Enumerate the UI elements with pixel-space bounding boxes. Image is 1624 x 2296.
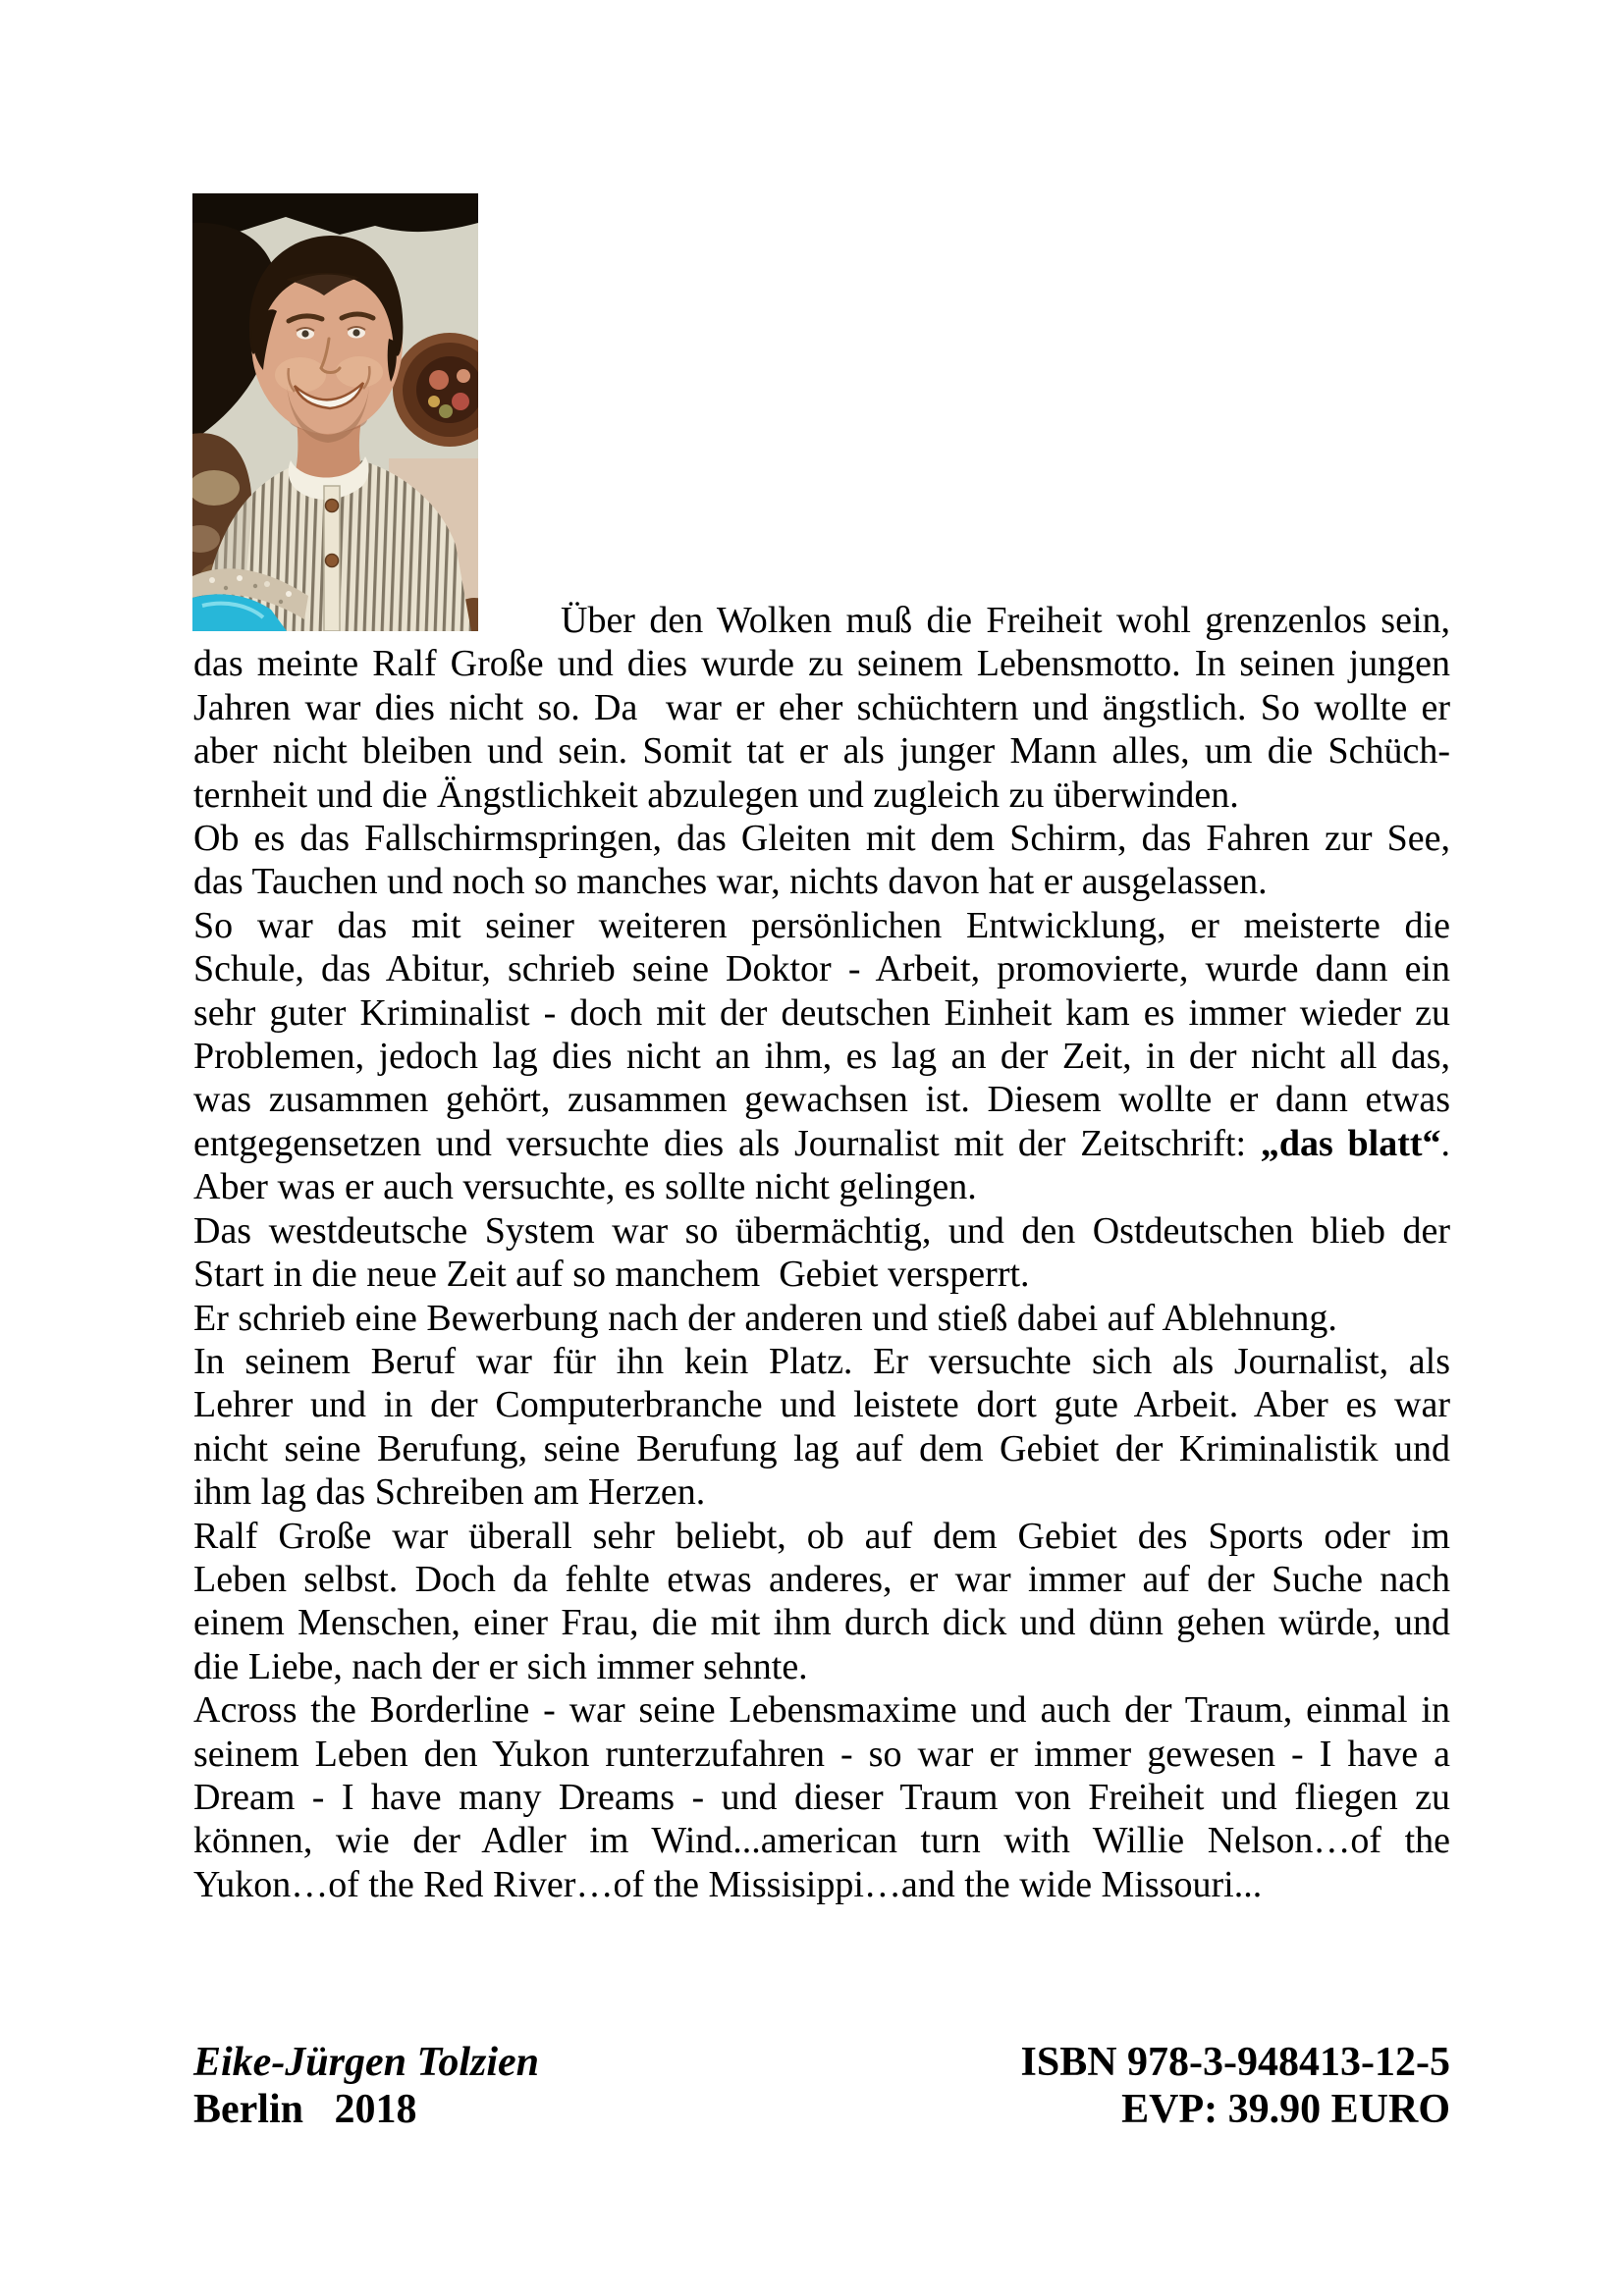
text-segment: einem Menschen, einer Frau, die mit ihm durch dick und dünn gehen würde, und <box>193 1602 1450 1644</box>
text-segment: Yukon…of the Red River…of the Missisippi…and the wide Missouri... <box>193 1863 1263 1905</box>
text-line <box>193 1863 1450 1906</box>
text-segment: ternheit und die Ängstlichkeit abzulegen und zugleich zu überwinden. <box>193 774 1239 816</box>
body-text <box>193 599 1450 1906</box>
text-segment: Das westdeutsche System war so übermächtig, und den Ostdeutschen blieb der <box>193 1209 1450 1252</box>
text-line <box>193 904 1450 947</box>
text-line <box>193 1688 1450 1732</box>
text-line <box>193 1645 1450 1688</box>
text-segment: die Liebe, nach der er sich immer sehnte. <box>193 1645 808 1687</box>
text-segment: Ob es das Fallschirmspringen, das Gleiten mit dem Schirm, das Fahren zur See, <box>193 818 1450 860</box>
text-segment: Problemen, jedoch lag dies nicht an ihm, es lag an der Zeit, in der nicht all das, <box>193 1036 1450 1078</box>
paragraph <box>193 1209 1450 1297</box>
text-segment: das Tauchen und noch so manches war, nichts davon hat er ausgelassen. <box>193 861 1268 903</box>
text-line <box>193 1776 1450 1819</box>
text-segment: Start in die neue Zeit auf so manchem Gebiet versperrt. <box>193 1254 1030 1296</box>
text-line <box>193 1733 1450 1776</box>
footer-right <box>1021 2039 1451 2133</box>
text-segment: entgegensetzen und versuchte dies als Journalist mit der Zeitschrift: <box>193 1122 1261 1164</box>
text-segment: Across the Borderline - war seine Lebensmaxime und auch der Traum, einmal in <box>193 1689 1450 1732</box>
paragraph <box>193 904 1450 1209</box>
portrait-photo <box>192 193 478 631</box>
place-year: Berlin 2018 <box>193 2087 417 2132</box>
text-line <box>193 774 1450 817</box>
text-line <box>193 1078 1450 1121</box>
text-line <box>193 1383 1450 1426</box>
text-line <box>193 1122 1450 1165</box>
text-line <box>193 1427 1450 1470</box>
text-segment: Dream - I have many Dreams - und dieser Traum von Freiheit und fliegen zu <box>193 1776 1450 1818</box>
paragraph <box>193 817 1450 904</box>
isbn: ISBN 978-3-948413-12-5 <box>1020 2040 1450 2085</box>
text-line <box>193 817 1450 860</box>
text-segment: Über den Wolken muß die Freiheit wohl grenzenlos sein, <box>561 600 1450 641</box>
text-line <box>193 1297 1450 1340</box>
price: EVP: 39.90 EURO <box>1121 2087 1450 2132</box>
text-line <box>193 947 1450 990</box>
text-line <box>193 642 1450 685</box>
text-segment: sehr guter Kriminalist - doch mit der deutschen Einheit kam es immer wieder zu <box>193 991 1450 1034</box>
author-name: Eike-Jürgen Tolzien <box>193 2040 539 2085</box>
text-segment: In seinem Beruf war für ihn kein Platz. Er versuchte sich als Journalist, als <box>193 1340 1450 1382</box>
text-segment: Aber was er auch versuchte, es sollte nicht gelingen. <box>193 1166 977 1208</box>
text-segment: können, wie der Adler im Wind...american turn with Willie Nelson…of the <box>193 1820 1450 1862</box>
text-segment: seinem Leben den Yukon runterzufahren - so war er immer gewesen - I have a <box>193 1733 1450 1775</box>
text-segment: Lehrer und in der Computerbranche und leistete dort gute Arbeit. Aber es war <box>193 1384 1450 1426</box>
text-line <box>193 991 1450 1035</box>
text-line <box>193 1601 1450 1644</box>
paragraph <box>193 599 1450 817</box>
text-segment: Er schrieb eine Bewerbung nach der anderen und stieß dabei auf Ablehnung. <box>193 1297 1337 1339</box>
footer <box>193 2039 1450 2133</box>
text-line <box>193 860 1450 903</box>
paragraph <box>193 1340 1450 1515</box>
text-line <box>193 1470 1450 1514</box>
text-line <box>193 1035 1450 1078</box>
text-segment: nicht seine Berufung, seine Berufung lag auf dem Gebiet der Kriminalistik und <box>193 1427 1450 1469</box>
text-line <box>193 1558 1450 1601</box>
text-line <box>193 1819 1450 1862</box>
bold-text: „das blatt“ <box>1260 1122 1441 1164</box>
text-line <box>193 1165 1450 1208</box>
text-line <box>193 729 1450 773</box>
paragraph <box>193 1688 1450 1906</box>
text-segment: aber nicht bleiben und sein. Somit tat er als junger Mann alles, um die Schüch- <box>193 730 1450 773</box>
paragraph <box>193 1515 1450 1689</box>
text-line <box>193 1515 1450 1558</box>
text-segment: ihm lag das Schreiben am Herzen. <box>193 1471 706 1514</box>
text-segment: was zusammen gehört, zusammen gewachsen ist. Diesem wollte er dann etwas <box>193 1079 1450 1121</box>
text-line <box>193 1340 1450 1383</box>
text-segment: . <box>1440 1122 1450 1164</box>
text-segment: Schule, das Abitur, schrieb seine Doktor - Arbeit, promovierte, wurde dann ein <box>193 948 1450 990</box>
text-line <box>193 1209 1450 1253</box>
text-line <box>193 686 1450 729</box>
text-segment: Jahren war dies nicht so. Da war er eher schüchtern und ängstlich. So wollte er <box>193 686 1450 728</box>
text-segment: Ralf Große war überall sehr beliebt, ob auf dem Gebiet des Sports oder im <box>193 1515 1450 1557</box>
text-line <box>193 599 1450 642</box>
text-line <box>193 1253 1450 1296</box>
text-segment: das meinte Ralf Große und dies wurde zu seinem Lebensmotto. In seinen jungen <box>193 643 1450 685</box>
text-segment: Leben selbst. Doch da fehlte etwas anderes, er war immer auf der Suche nach <box>193 1558 1450 1600</box>
paragraph <box>193 1297 1450 1340</box>
text-segment: So war das mit seiner weiteren persönlichen Entwicklung, er meisterte die <box>193 904 1450 946</box>
footer-left <box>193 2039 539 2133</box>
